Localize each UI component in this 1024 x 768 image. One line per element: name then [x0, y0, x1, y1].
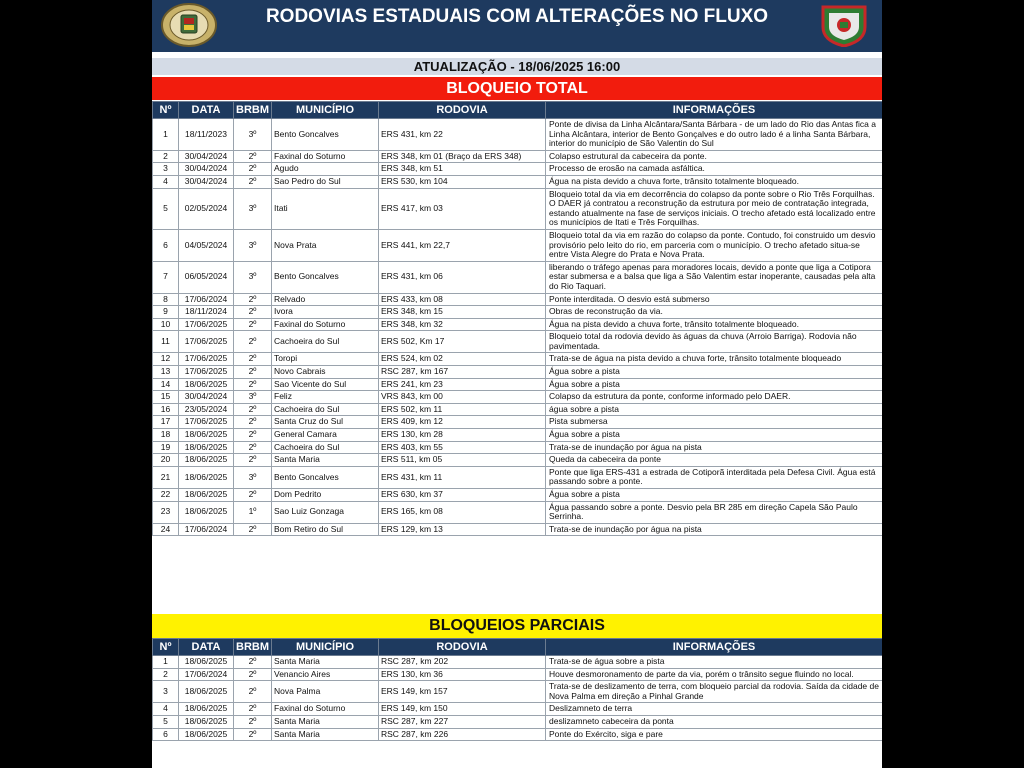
table-row [153, 429, 883, 442]
cell-data: 18/06/2025 [179, 429, 234, 442]
cell-rodovia: ERS 502, km 11 [379, 403, 546, 416]
cell-data: 17/06/2024 [179, 668, 234, 681]
cell-data: 17/06/2025 [179, 318, 234, 331]
header-informacoes: INFORMAÇÕES [546, 102, 883, 119]
cell-informacoes: água sobre a pista [546, 403, 883, 416]
table-row [153, 318, 883, 331]
cell-brbm: 2º [234, 318, 272, 331]
cell-numero: 20 [153, 454, 179, 467]
table-header-row [153, 639, 883, 656]
cell-numero: 15 [153, 391, 179, 404]
cell-rodovia: ERS 530, km 104 [379, 175, 546, 188]
cell-brbm: 3º [234, 391, 272, 404]
cell-municipio: General Camara [272, 429, 379, 442]
cell-informacoes: Processo de erosão na camada asfáltica. [546, 163, 883, 176]
comando-rodoviario-shield-icon [815, 3, 873, 47]
table-row [153, 441, 883, 454]
document-sheet [152, 0, 882, 768]
cell-brbm: 3º [234, 119, 272, 151]
cell-numero: 2 [153, 668, 179, 681]
cell-informacoes: Água sobre a pista [546, 378, 883, 391]
cell-numero: 23 [153, 501, 179, 523]
header-rodovia: RODOVIA [379, 639, 546, 656]
cell-brbm: 2º [234, 306, 272, 319]
cell-informacoes: Colapso da estrutura da ponte, conforme informado pelo DAER. [546, 391, 883, 404]
cell-informacoes: Bloqueio total da via em razão do colapso da ponte. Contudo, foi construido um desvio provisório pelo leito do rio, em parceria com o município. O trecho afetado situa-se entre Vista Alegre do Prata e Nova Prata. [546, 229, 883, 261]
cell-data: 30/04/2024 [179, 391, 234, 404]
cell-numero: 5 [153, 188, 179, 229]
header-municipio: MUNICÍPIO [272, 102, 379, 119]
cell-brbm: 2º [234, 728, 272, 741]
cell-brbm: 3º [234, 466, 272, 488]
cell-informacoes: Água sobre a pista [546, 429, 883, 442]
cell-municipio: Relvado [272, 293, 379, 306]
cell-data: 17/06/2025 [179, 331, 234, 353]
header-numero: Nº [153, 639, 179, 656]
update-timestamp: ATUALIZAÇÃO - 18/06/2025 16:00 [152, 58, 882, 75]
cell-municipio: Agudo [272, 163, 379, 176]
cell-municipio: Faxinal do Soturno [272, 703, 379, 716]
cell-informacoes: Deslizamneto de terra [546, 703, 883, 716]
cell-data: 18/11/2023 [179, 119, 234, 151]
table-row [153, 715, 883, 728]
cell-data: 17/06/2024 [179, 293, 234, 306]
cell-brbm: 2º [234, 441, 272, 454]
cell-numero: 22 [153, 489, 179, 502]
cell-brbm: 1º [234, 501, 272, 523]
cell-municipio: Bento Goncalves [272, 466, 379, 488]
cell-numero: 1 [153, 656, 179, 669]
cell-data: 17/06/2025 [179, 416, 234, 429]
cell-rodovia: ERS 403, km 55 [379, 441, 546, 454]
table-header-row [153, 102, 883, 119]
cell-data: 04/05/2024 [179, 229, 234, 261]
cell-informacoes: Água passando sobre a ponte. Desvio pela BR 285 em direção Capela São Paulo Serrinha. [546, 501, 883, 523]
cell-municipio: Nova Prata [272, 229, 379, 261]
cell-informacoes: Água sobre a pista [546, 489, 883, 502]
table-row [153, 119, 883, 151]
cell-informacoes: Trata-se de inundação por água na pista [546, 523, 883, 536]
cell-data: 17/06/2025 [179, 366, 234, 379]
cell-municipio: Santa Maria [272, 728, 379, 741]
table-row [153, 466, 883, 488]
table-row [153, 261, 883, 293]
cell-numero: 17 [153, 416, 179, 429]
cell-informacoes: Ponte do Exército, siga e pare [546, 728, 883, 741]
cell-rodovia: VRS 843, km 00 [379, 391, 546, 404]
header-rodovia: RODOVIA [379, 102, 546, 119]
cell-numero: 24 [153, 523, 179, 536]
cell-municipio: Santa Maria [272, 656, 379, 669]
cell-rodovia: RSC 287, km 167 [379, 366, 546, 379]
cell-brbm: 2º [234, 378, 272, 391]
cell-data: 30/04/2024 [179, 150, 234, 163]
cell-informacoes: Água na pista devido a chuva forte, trânsito totalmente bloqueado. [546, 318, 883, 331]
cell-brbm: 2º [234, 703, 272, 716]
cell-municipio: Cachoeira do Sul [272, 441, 379, 454]
cell-data: 18/06/2025 [179, 715, 234, 728]
cell-brbm: 2º [234, 416, 272, 429]
page-title: RODOVIAS ESTADUAIS COM ALTERAÇÕES NO FLUXO [265, 6, 769, 27]
cell-rodovia: ERS 431, km 06 [379, 261, 546, 293]
table-row [153, 403, 883, 416]
cell-municipio: Feliz [272, 391, 379, 404]
cell-rodovia: ERS 130, km 36 [379, 668, 546, 681]
cell-municipio: Itati [272, 188, 379, 229]
cell-informacoes: Trata-se de inundação por água na pista [546, 441, 883, 454]
cell-numero: 14 [153, 378, 179, 391]
cell-informacoes: Trata-se de deslizamento de terra, com bloqueio parcial da rodovia. Saída da cidade de Nova Palma em direção a Pinhal Grande [546, 681, 883, 703]
table-row [153, 703, 883, 716]
cell-rodovia: ERS 348, km 32 [379, 318, 546, 331]
cell-rodovia: ERS 241, km 23 [379, 378, 546, 391]
table-row [153, 150, 883, 163]
cell-data: 18/11/2024 [179, 306, 234, 319]
cell-data: 02/05/2024 [179, 188, 234, 229]
cell-municipio: Sao Vicente do Sul [272, 378, 379, 391]
cell-municipio: Sao Luiz Gonzaga [272, 501, 379, 523]
cell-data: 17/06/2024 [179, 523, 234, 536]
cell-municipio: Bom Retiro do Sul [272, 523, 379, 536]
cell-data: 18/06/2025 [179, 441, 234, 454]
cell-informacoes: Pista submersa [546, 416, 883, 429]
cell-informacoes: Bloqueio total da via em decorrência do colapso da ponte sobre o Rio Três Forquilhas. O DAER já contratou a reconstrução da estrutura por meio de contratação integrada, estando atualmente na fase de serviços iniciais. O trecho afetado está localizado entre os municípios de Itati e Três Forquilhas. [546, 188, 883, 229]
cell-municipio: Venancio Aires [272, 668, 379, 681]
cell-brbm: 3º [234, 229, 272, 261]
cell-data: 30/04/2024 [179, 163, 234, 176]
cell-numero: 12 [153, 353, 179, 366]
header-municipio: MUNICÍPIO [272, 639, 379, 656]
cell-data: 18/06/2025 [179, 703, 234, 716]
cell-numero: 4 [153, 175, 179, 188]
cell-data: 06/05/2024 [179, 261, 234, 293]
cell-numero: 2 [153, 150, 179, 163]
cell-informacoes: Água na pista devido a chuva forte, trânsito totalmente bloqueado. [546, 175, 883, 188]
cell-rodovia: ERS 129, km 13 [379, 523, 546, 536]
cell-brbm: 3º [234, 188, 272, 229]
header-brbm: BRBM [234, 102, 272, 119]
cell-rodovia: ERS 431, km 11 [379, 466, 546, 488]
header-data: DATA [179, 639, 234, 656]
cell-municipio: Sao Pedro do Sul [272, 175, 379, 188]
cell-brbm: 2º [234, 163, 272, 176]
cell-brbm: 2º [234, 331, 272, 353]
brigada-militar-crest-icon [160, 3, 218, 47]
cell-data: 18/06/2025 [179, 501, 234, 523]
cell-rodovia: ERS 431, km 22 [379, 119, 546, 151]
cell-brbm: 2º [234, 175, 272, 188]
cell-brbm: 2º [234, 403, 272, 416]
cell-data: 18/06/2025 [179, 466, 234, 488]
table-row [153, 523, 883, 536]
cell-informacoes: Ponte que liga ERS-431 a estrada de Cotiporã interditada pela Defesa Civil. Água está passando sobre a ponte. [546, 466, 883, 488]
cell-rodovia: RSC 287, km 202 [379, 656, 546, 669]
cell-data: 18/06/2025 [179, 454, 234, 467]
cell-informacoes: Bloqueio total da rodovia devido às águas da chuva (Arroio Barriga). Rodovia não pavimentada. [546, 331, 883, 353]
cell-data: 18/06/2025 [179, 378, 234, 391]
cell-numero: 11 [153, 331, 179, 353]
table-body [153, 119, 883, 536]
cell-informacoes: Obras de reconstrução da via. [546, 306, 883, 319]
table-row [153, 391, 883, 404]
cell-data: 18/06/2025 [179, 681, 234, 703]
cell-informacoes: Ponte interditada. O desvio está submerso [546, 293, 883, 306]
cell-brbm: 2º [234, 454, 272, 467]
table-row [153, 366, 883, 379]
table-row [153, 668, 883, 681]
cell-rodovia: ERS 417, km 03 [379, 188, 546, 229]
cell-informacoes: deslizamneto cabeceira da ponta [546, 715, 883, 728]
cell-numero: 1 [153, 119, 179, 151]
cell-municipio: Faxinal do Soturno [272, 150, 379, 163]
cell-municipio: Cachoeira do Sul [272, 403, 379, 416]
table-row [153, 378, 883, 391]
cell-rodovia: ERS 630, km 37 [379, 489, 546, 502]
cell-rodovia: RSC 287, km 226 [379, 728, 546, 741]
table-row [153, 416, 883, 429]
header-informacoes: INFORMAÇÕES [546, 639, 883, 656]
table-row [153, 293, 883, 306]
header-data: DATA [179, 102, 234, 119]
cell-brbm: 2º [234, 715, 272, 728]
cell-brbm: 3º [234, 261, 272, 293]
cell-numero: 19 [153, 441, 179, 454]
cell-rodovia: ERS 524, km 02 [379, 353, 546, 366]
cell-brbm: 2º [234, 293, 272, 306]
cell-municipio: Santa Cruz do Sul [272, 416, 379, 429]
cell-rodovia: RSC 287, km 227 [379, 715, 546, 728]
header-numero: Nº [153, 102, 179, 119]
cell-data: 18/06/2025 [179, 489, 234, 502]
cell-brbm: 2º [234, 523, 272, 536]
cell-rodovia: ERS 441, km 22,7 [379, 229, 546, 261]
cell-rodovia: ERS 348, km 15 [379, 306, 546, 319]
cell-informacoes: Colapso estrutural da cabeceira da ponte. [546, 150, 883, 163]
cell-numero: 21 [153, 466, 179, 488]
cell-rodovia: ERS 511, km 05 [379, 454, 546, 467]
table-row [153, 353, 883, 366]
cell-municipio: Santa Maria [272, 454, 379, 467]
table-row [153, 454, 883, 467]
cell-numero: 5 [153, 715, 179, 728]
cell-brbm: 2º [234, 681, 272, 703]
cell-brbm: 2º [234, 429, 272, 442]
cell-brbm: 2º [234, 489, 272, 502]
header-brbm: BRBM [234, 639, 272, 656]
cell-numero: 3 [153, 163, 179, 176]
cell-brbm: 2º [234, 353, 272, 366]
table-row [153, 331, 883, 353]
cell-rodovia: ERS 165, km 08 [379, 501, 546, 523]
table-row [153, 306, 883, 319]
cell-rodovia: ERS 348, km 51 [379, 163, 546, 176]
cell-numero: 16 [153, 403, 179, 416]
section-title-bloqueios-parciais: BLOQUEIOS PARCIAIS [152, 614, 882, 638]
cell-numero: 3 [153, 681, 179, 703]
cell-informacoes: Trata-se de água na pista devido a chuva forte, trânsito totalmente bloqueado [546, 353, 883, 366]
cell-informacoes: Água sobre a pista [546, 366, 883, 379]
cell-brbm: 2º [234, 366, 272, 379]
cell-rodovia: ERS 149, km 157 [379, 681, 546, 703]
table-bloqueios-parciais [152, 638, 882, 741]
cell-numero: 6 [153, 728, 179, 741]
cell-municipio: Novo Cabrais [272, 366, 379, 379]
header-banner [152, 0, 882, 52]
cell-municipio: Cachoeira do Sul [272, 331, 379, 353]
cell-municipio: Toropi [272, 353, 379, 366]
cell-data: 18/06/2025 [179, 656, 234, 669]
cell-informacoes: Trata-se de água sobre a pista [546, 656, 883, 669]
table-row [153, 656, 883, 669]
cell-municipio: Faxinal do Soturno [272, 318, 379, 331]
cell-brbm: 2º [234, 150, 272, 163]
cell-municipio: Santa Maria [272, 715, 379, 728]
cell-municipio: Ivora [272, 306, 379, 319]
cell-data: 30/04/2024 [179, 175, 234, 188]
cell-rodovia: ERS 433, km 08 [379, 293, 546, 306]
cell-numero: 10 [153, 318, 179, 331]
cell-numero: 18 [153, 429, 179, 442]
table-row [153, 175, 883, 188]
cell-data: 18/06/2025 [179, 728, 234, 741]
cell-informacoes: Queda da cabeceira da ponte [546, 454, 883, 467]
cell-municipio: Dom Pedrito [272, 489, 379, 502]
cell-informacoes: liberando o tráfego apenas para moradores locais, devido a ponte que liga a Cotipora estar submersa e a balsa que liga a São Valentim estar inoperante, causadas pela alta do Rio Taquari. [546, 261, 883, 293]
table-row [153, 188, 883, 229]
section-title-bloqueio-total: BLOQUEIO TOTAL [152, 77, 882, 100]
table-row [153, 681, 883, 703]
table-bloqueio-total [152, 101, 882, 536]
table-body [153, 656, 883, 741]
cell-rodovia: ERS 409, km 12 [379, 416, 546, 429]
cell-informacoes: Houve desmoronamento de parte da via, porém o trânsito segue fluindo no local. [546, 668, 883, 681]
table-row [153, 728, 883, 741]
cell-municipio: Bento Goncalves [272, 119, 379, 151]
table-row [153, 489, 883, 502]
cell-brbm: 2º [234, 668, 272, 681]
cell-municipio: Nova Palma [272, 681, 379, 703]
cell-rodovia: ERS 130, km 28 [379, 429, 546, 442]
cell-numero: 7 [153, 261, 179, 293]
cell-numero: 8 [153, 293, 179, 306]
cell-data: 17/06/2025 [179, 353, 234, 366]
cell-rodovia: ERS 348, km 01 (Braço da ERS 348) [379, 150, 546, 163]
cell-informacoes: Ponte de divisa da Linha Alcântara/Santa Bárbara - de um lado do Rio das Antas fica a Linha Alcântara, interior de Bento Gonçalves e do outro lado é a linha Santa Bárbara, interior do município de São Valentin do Sul [546, 119, 883, 151]
cell-numero: 6 [153, 229, 179, 261]
table-row [153, 501, 883, 523]
cell-rodovia: ERS 502, Km 17 [379, 331, 546, 353]
cell-numero: 4 [153, 703, 179, 716]
table-row [153, 229, 883, 261]
table-row [153, 163, 883, 176]
cell-numero: 9 [153, 306, 179, 319]
cell-rodovia: ERS 149, km 150 [379, 703, 546, 716]
cell-numero: 13 [153, 366, 179, 379]
cell-brbm: 2º [234, 656, 272, 669]
cell-data: 23/05/2024 [179, 403, 234, 416]
cell-municipio: Bento Goncalves [272, 261, 379, 293]
